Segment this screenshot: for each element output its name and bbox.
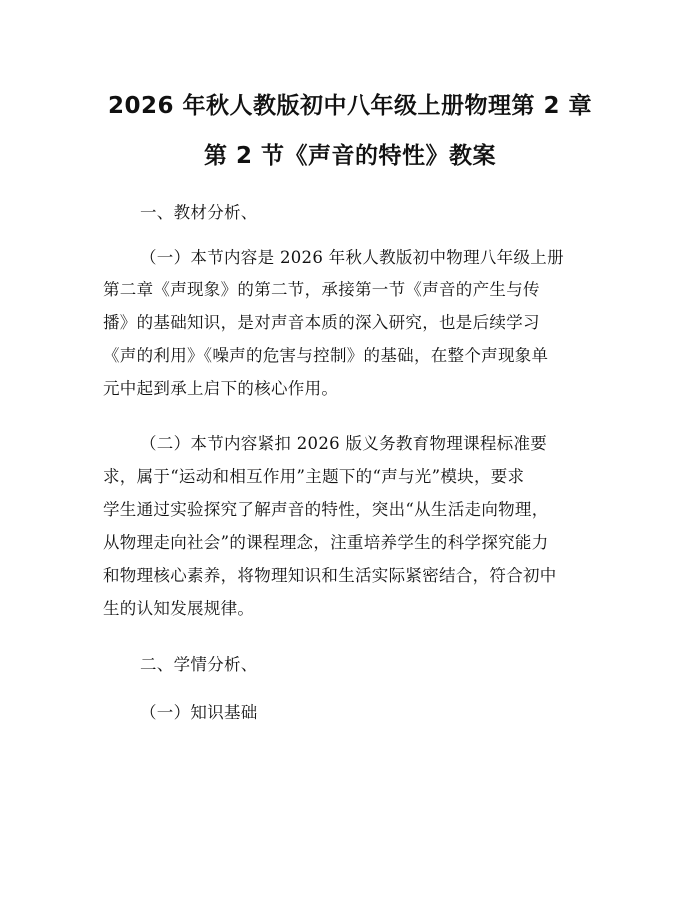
section-heading-textbook-analysis: 一、教材分析、 xyxy=(140,203,258,222)
paragraph-line: 《声的利用》《噪声的危害与控制》的基础，在整个声现象单 xyxy=(103,346,549,365)
document-title-line-2: 第 2 节《声音的特性》教案 xyxy=(203,143,497,169)
paragraph-line: 和物理核心素养，将物理知识和生活实际紧密结合，符合初中 xyxy=(103,566,557,585)
paragraph-line: 元中起到承上启下的核心作用。 xyxy=(103,379,339,398)
section-heading-learner-analysis: 二、学情分析、 xyxy=(140,655,258,674)
subsection-heading-knowledge-base: （一）知识基础 xyxy=(140,703,258,722)
paragraph-line: 求，属于“运动和相互作用”主题下的“声与光”模块，要求 xyxy=(103,467,525,486)
paragraph-line: 第二章《声现象》的第二节，承接第一节《声音的产生与传 xyxy=(103,280,540,299)
paragraph-line: （二）本节内容紧扣 2026 版义务教育物理课程标准要 xyxy=(140,434,548,453)
paragraph-line: 从物理走向社会”的课程理念，注重培养学生的科学探究能力 xyxy=(103,533,549,552)
paragraph-line: 学生通过实验探究了解声音的特性，突出“从生活走向物理， xyxy=(103,500,549,519)
paragraph-line: 生的认知发展规律。 xyxy=(103,599,255,618)
document-title-line-1: 2026 年秋人教版初中八年级上册物理第 2 章 xyxy=(107,93,593,119)
paragraph-line: （一）本节内容是 2026 年秋人教版初中物理八年级上册 xyxy=(140,248,564,267)
paragraph-line: 播》的基础知识，是对声音本质的深入研究，也是后续学习 xyxy=(103,313,540,332)
